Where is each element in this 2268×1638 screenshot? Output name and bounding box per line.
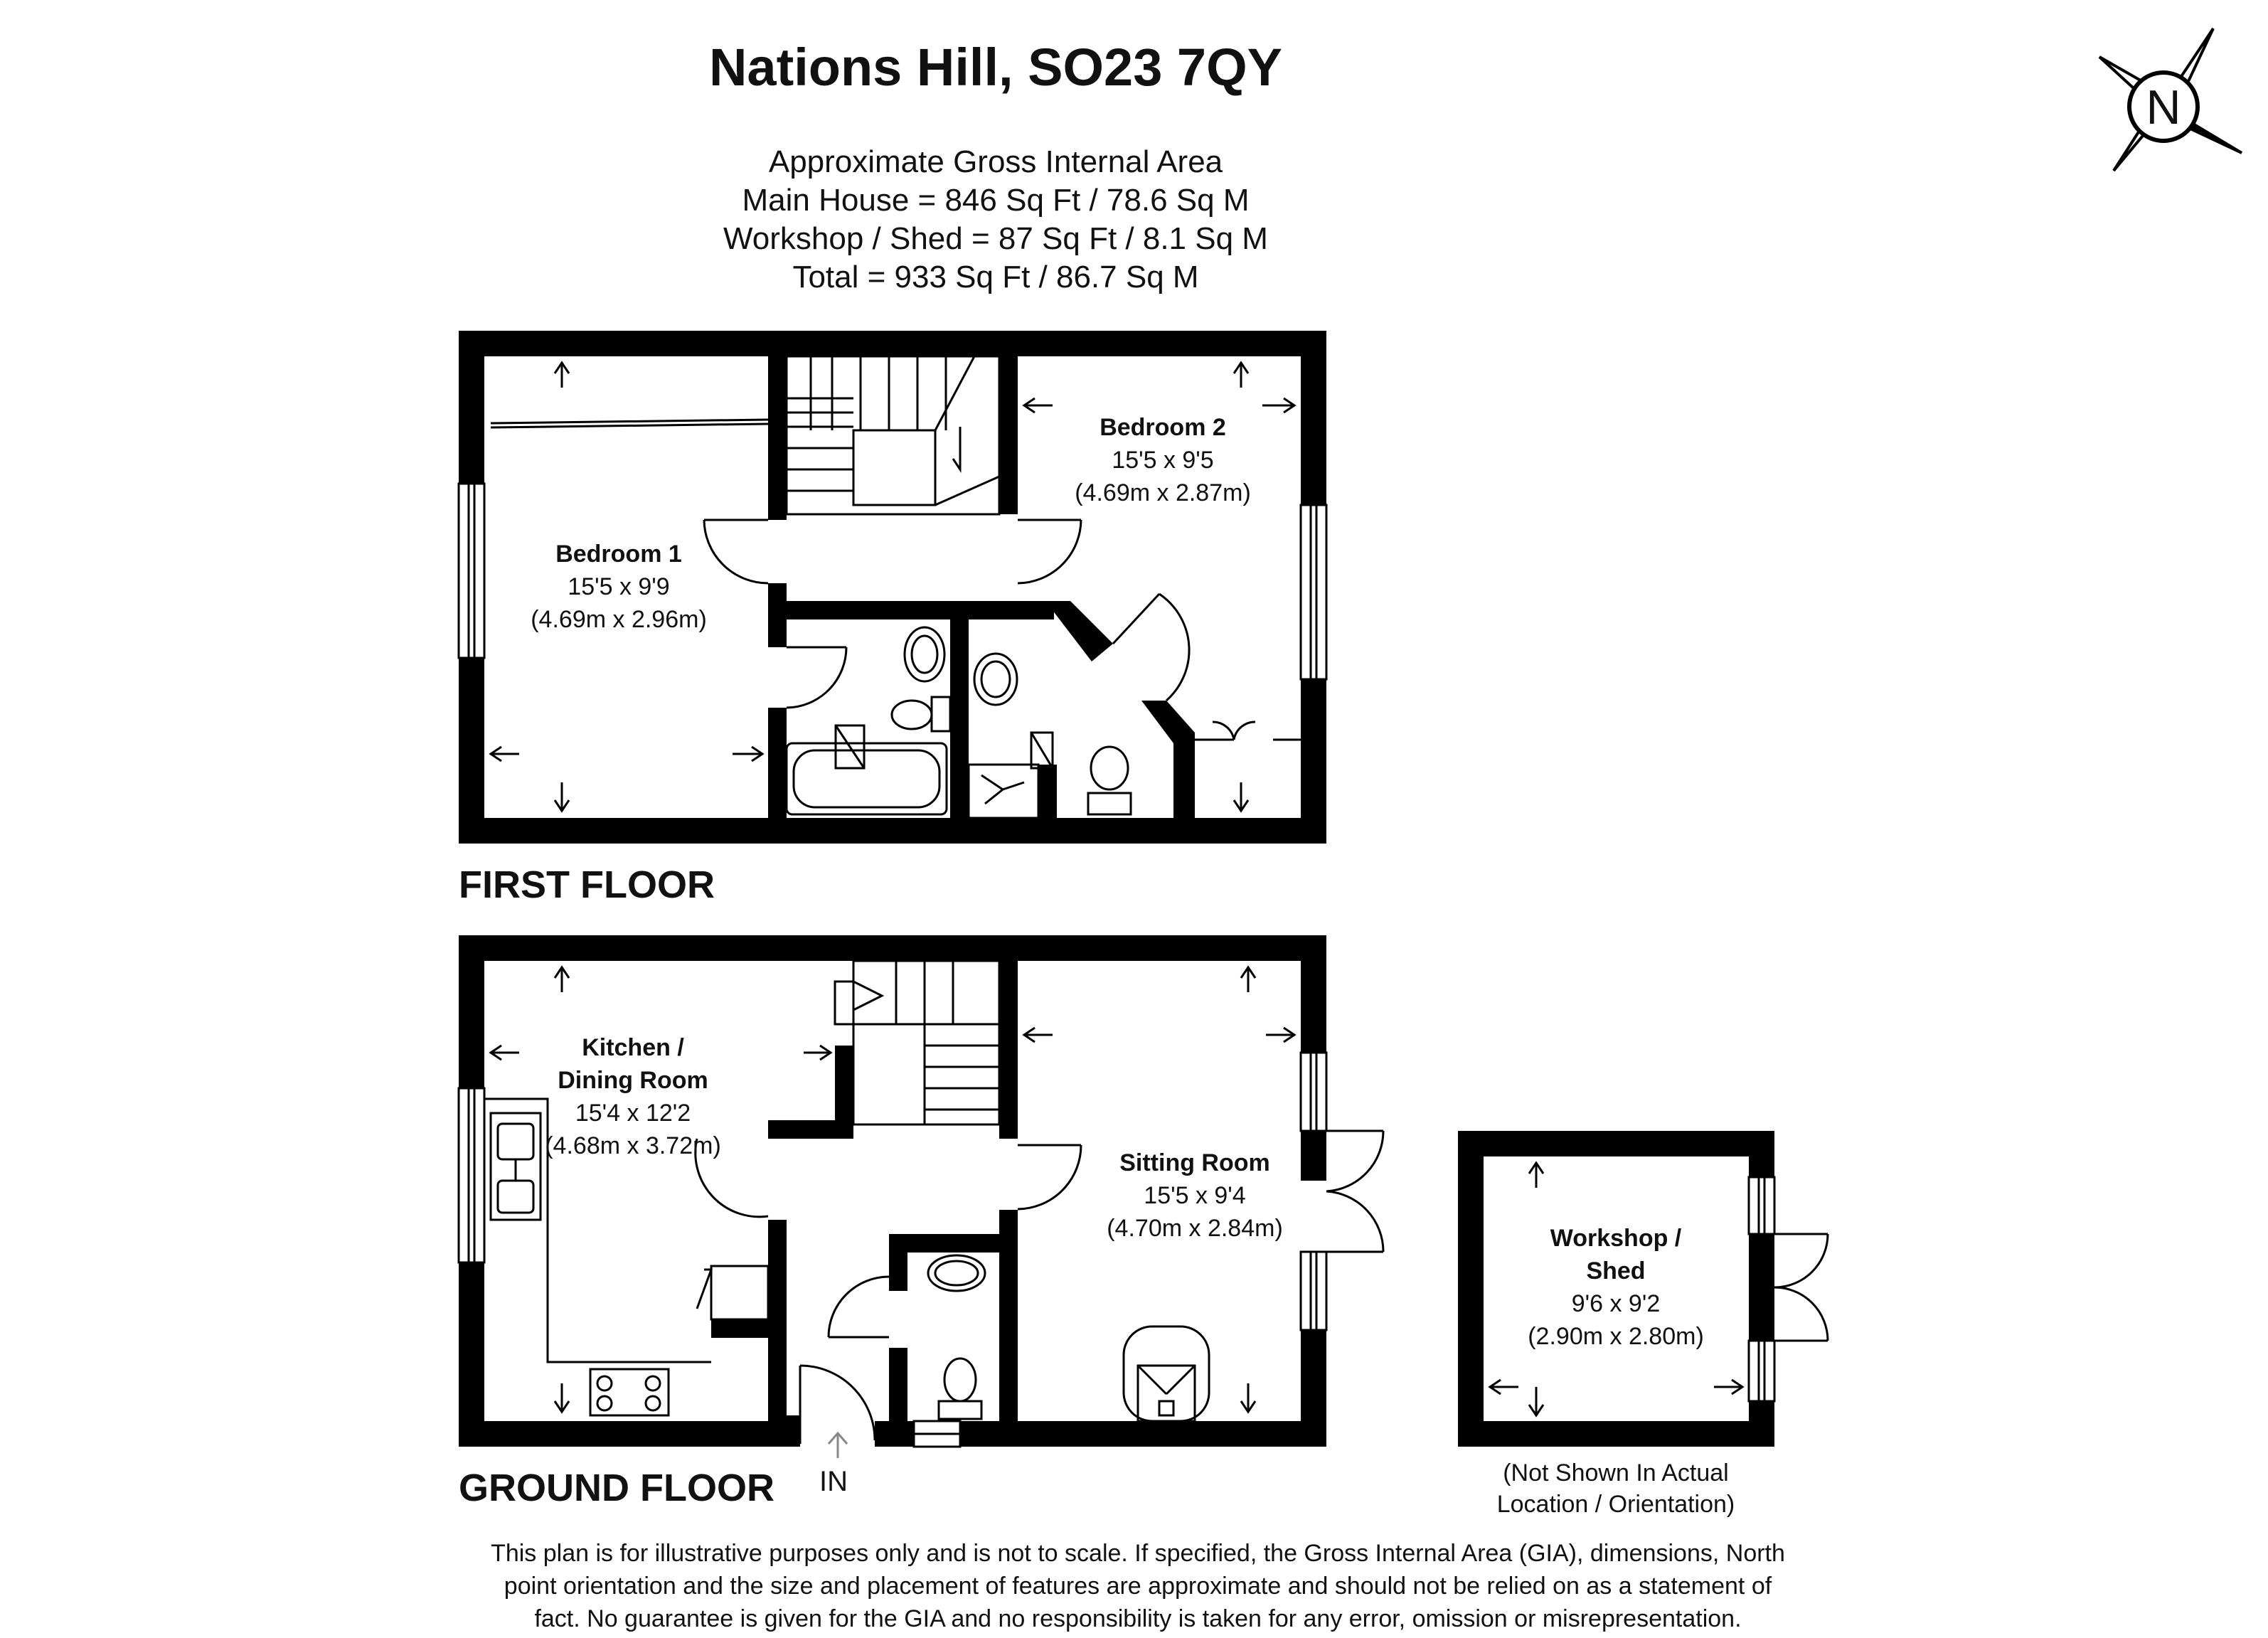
room-size-ft-kitchen: 15'4 x 12'2 — [575, 1100, 691, 1127]
area-line-workshop: Workshop / Shed = 87 Sq Ft / 8.1 Sq M — [723, 221, 1268, 256]
workshop-note-line1: (Not Shown In Actual — [1503, 1459, 1729, 1487]
room-size-m-bedroom2: (4.69m x 2.87m) — [1075, 479, 1251, 506]
toilet-ensuite — [1091, 747, 1128, 789]
room-name-bedroom1: Bedroom 1 — [555, 541, 682, 568]
workshop-plan — [1458, 1131, 1774, 1447]
area-line-title: Approximate Gross Internal Area — [768, 144, 1223, 179]
disclaimer-line2: point orientation and the size and placement of features are approximate and should not be relied on as a statement of — [504, 1573, 1772, 1600]
room-size-ft-sitting: 15'5 x 9'4 — [1144, 1182, 1246, 1209]
compass-label: N — [2146, 80, 2181, 134]
bedroom2-door-swing — [1018, 520, 1081, 583]
area-line-main-house: Main House = 846 Sq Ft / 78.6 Sq M — [742, 183, 1250, 218]
area-line-total: Total = 933 Sq Ft / 86.7 Sq M — [792, 260, 1199, 294]
room-size-ft-bedroom2: 15'5 x 9'5 — [1112, 447, 1214, 474]
workshop-labels — [1497, 1225, 1735, 1518]
bedroom1-window — [459, 484, 484, 658]
workshop-window-lower — [1749, 1341, 1774, 1401]
entrance-label: IN — [819, 1466, 848, 1497]
disclaimer-line3: fact. No guarantee is given for the GIA and no responsibility is taken for any error, omission or misrepresentation. — [534, 1605, 1742, 1632]
toilet-cloakroom — [944, 1358, 976, 1401]
room-name-workshop-line2: Shed — [1586, 1257, 1646, 1285]
room-name-sitting: Sitting Room — [1119, 1149, 1270, 1176]
sitting-window-lower — [1301, 1252, 1326, 1330]
cloakroom-door-swing — [829, 1277, 889, 1337]
sitting-door-swing — [1018, 1145, 1081, 1209]
workshop-window-upper — [1749, 1177, 1774, 1234]
bath — [787, 743, 947, 814]
bedroom2-window — [1301, 505, 1326, 679]
room-name-kitchen-line2: Dining Room — [558, 1067, 708, 1094]
room-size-ft-workshop: 9'6 x 9'2 — [1571, 1290, 1661, 1317]
entrance-arrow-icon — [829, 1433, 847, 1458]
room-size-ft-bedroom1: 15'5 x 9'9 — [568, 573, 670, 600]
fireplace — [1124, 1326, 1209, 1421]
disclaimer-line1: This plan is for illustrative purposes only and is not to scale. If specified, the Gross Internal Area (GIA), dimensions, North — [491, 1540, 1785, 1567]
room-name-kitchen-line1: Kitchen / — [582, 1034, 684, 1061]
sitting-window-upper — [1301, 1053, 1326, 1131]
floor-label-ground: GROUND FLOOR — [459, 1467, 774, 1509]
bedroom1-door-swing — [704, 520, 768, 583]
workshop-details — [1490, 1163, 1828, 1415]
room-name-bedroom2: Bedroom 2 — [1100, 414, 1226, 441]
room-name-workshop-line1: Workshop / — [1550, 1225, 1682, 1252]
area-summary — [723, 144, 1268, 294]
north-compass-icon — [2099, 28, 2242, 171]
kitchen-window — [459, 1088, 484, 1262]
workshop-double-doors — [1774, 1234, 1828, 1341]
room-size-m-kitchen: (4.68m x 3.72m) — [545, 1132, 721, 1159]
floor-label-first: FIRST FLOOR — [459, 863, 715, 906]
workshop-note-line2: Location / Orientation) — [1496, 1491, 1735, 1518]
page-title: Nations Hill, SO23 7QY — [708, 38, 1283, 97]
toilet-bathroom — [892, 701, 932, 729]
ensuite-door-swing — [1113, 594, 1189, 701]
room-size-m-workshop: (2.90m x 2.80m) — [1528, 1323, 1704, 1350]
sitting-french-doors — [1326, 1131, 1383, 1252]
room-size-m-sitting: (4.70m x 2.84m) — [1107, 1215, 1283, 1242]
disclaimer — [491, 1540, 1785, 1632]
bathroom-door-swing — [787, 647, 846, 708]
room-size-m-bedroom1: (4.69m x 2.96m) — [531, 606, 707, 633]
